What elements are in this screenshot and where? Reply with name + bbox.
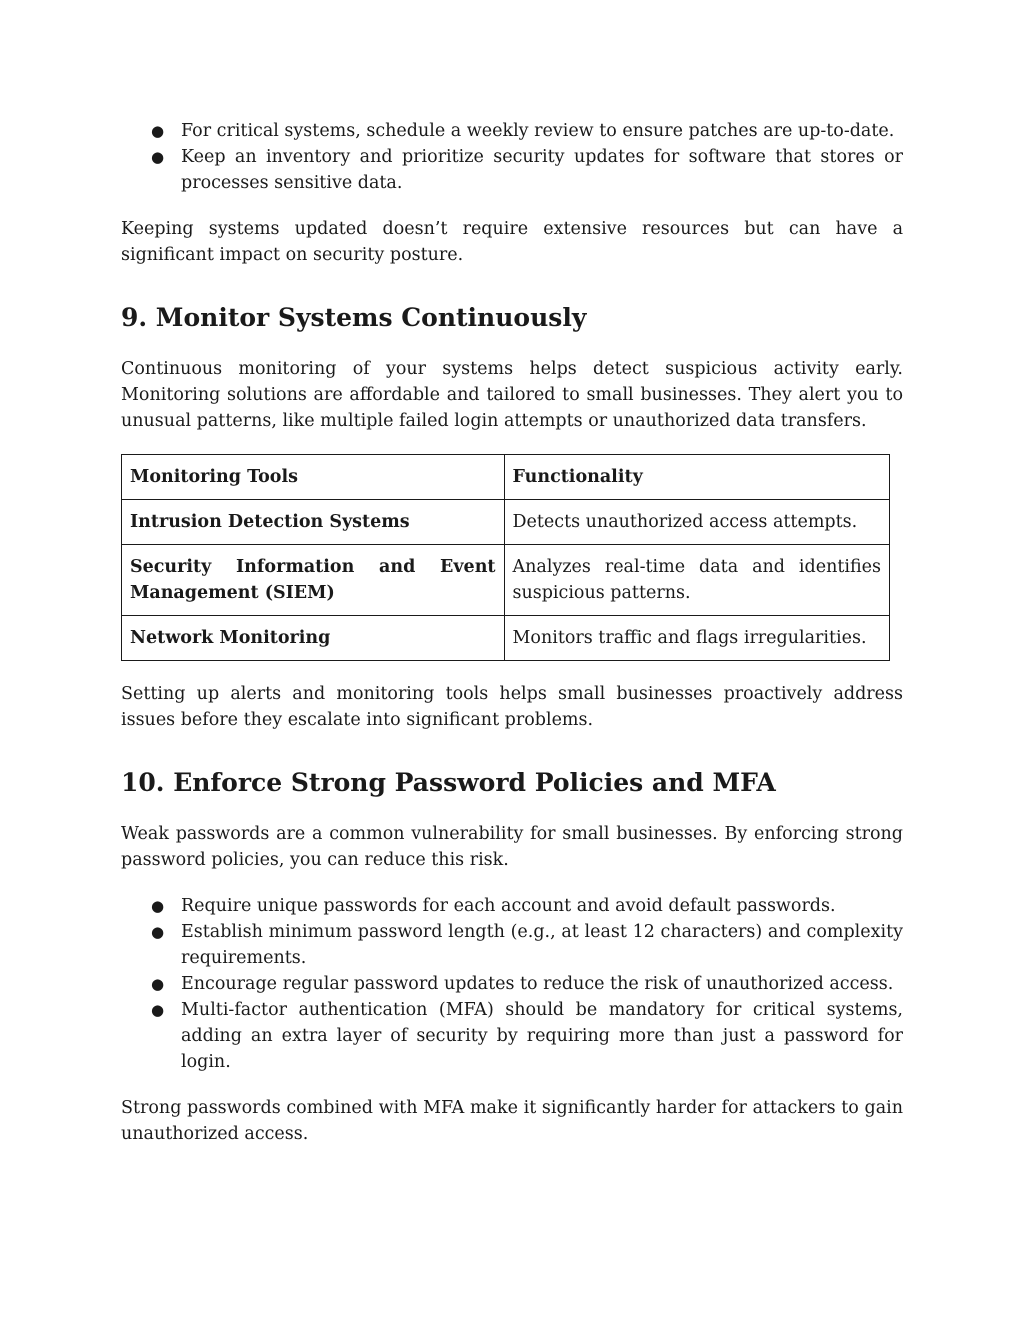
monitoring-tools-table [121, 454, 890, 661]
section-10-heading: 10. Enforce Strong Password Policies and MFA [121, 768, 776, 797]
section-9-heading: 9. Monitor Systems Continuously [121, 303, 587, 332]
monitoring-closing-paragraph: Setting up alerts and monitoring tools helps small businesses proactively address issues before they escalate into significant problems. [121, 684, 903, 730]
table-header-cell: Functionality [504, 455, 890, 500]
table-row [122, 500, 890, 545]
list-item: ● Keep an inventory and prioritize security updates for software that stores or processes sensitive data. [121, 144, 903, 196]
list-item: ● Establish minimum password length (e.g., at least 12 characters) and complexity requirements. [121, 919, 903, 971]
table-header-row [122, 455, 890, 500]
table-cell: Detects unauthorized access attempts. [504, 500, 890, 545]
table-cell: Network Monitoring [122, 616, 505, 661]
table-cell: Monitors traffic and flags irregularities. [504, 616, 890, 661]
bullet-icon: ● [151, 975, 165, 993]
list-item: ● For critical systems, schedule a weekly review to ensure patches are up-to-date. [121, 118, 903, 144]
password-closing-paragraph: Strong passwords combined with MFA make it significantly harder for attackers to gain unauthorized access. [121, 1098, 903, 1144]
list-item: ● Require unique passwords for each account and avoid default passwords. [121, 893, 903, 919]
table-cell: Analyzes real-time data and identifies suspicious patterns. [504, 545, 890, 616]
list-item: ● Encourage regular password updates to reduce the risk of unauthorized access. [121, 971, 903, 997]
bullet-icon: ● [151, 923, 165, 941]
bullet-icon: ● [151, 148, 165, 166]
table-cell: Security Information and Event Management (SIEM) [122, 545, 505, 616]
table-row [122, 545, 890, 616]
table-header-cell: Monitoring Tools [122, 455, 505, 500]
bullet-icon: ● [151, 897, 165, 915]
bullet-icon: ● [151, 1001, 165, 1019]
password-bullet-list [121, 893, 903, 1075]
patch-bullet-list [121, 118, 903, 196]
document-page [121, 118, 903, 1147]
table-cell: Intrusion Detection Systems [122, 500, 505, 545]
monitoring-intro-paragraph: Continuous monitoring of your systems helps detect suspicious activity early. Monitoring solutions are affordable and tailored to small businesses. They alert you to unusual patterns, like multiple failed login attempts or unauthorized data transfers. [121, 359, 903, 431]
bullet-icon: ● [151, 122, 165, 140]
table-row [122, 616, 890, 661]
password-intro-paragraph: Weak passwords are a common vulnerability for small businesses. By enforcing strong password policies, you can reduce this risk. [121, 824, 903, 870]
patch-summary-paragraph: Keeping systems updated doesn’t require extensive resources but can have a significant impact on security posture. [121, 219, 903, 265]
list-item: ● Multi-factor authentication (MFA) should be mandatory for critical systems, adding an extra layer of security by requiring more than just a password for login. [121, 997, 903, 1075]
